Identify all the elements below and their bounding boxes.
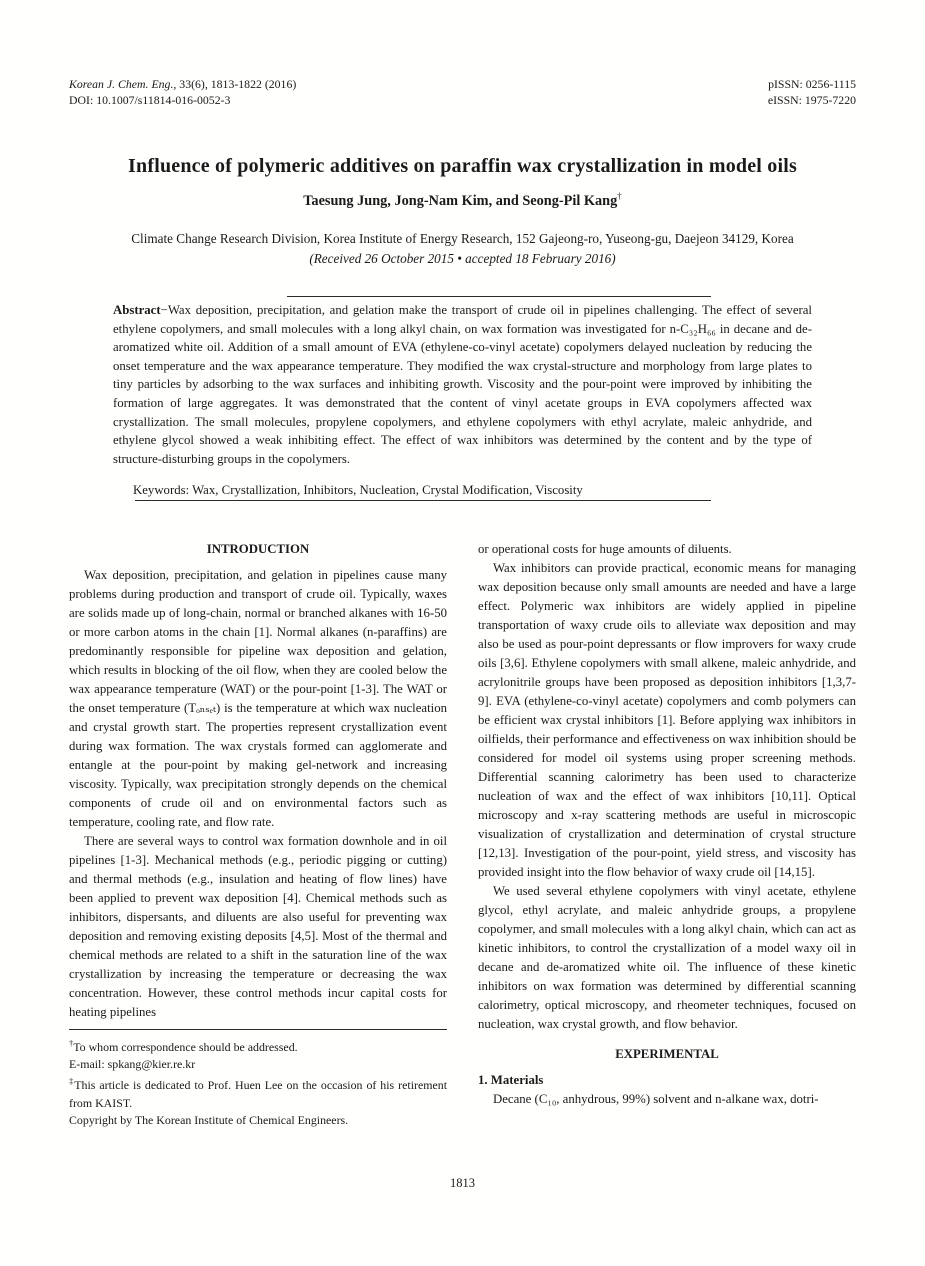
continuation-paragraph: or operational costs for huge amounts of diluents. [478,542,732,556]
abstract-bottom-rule [135,500,711,501]
left-column [69,540,447,1129]
affiliation-line: Climate Change Research Division, Korea Institute of Energy Research, 152 Gajeong-ro, Yuseong-gu, Daejeon 34129, Korea [131,231,794,246]
footnote-dedication [69,1073,447,1111]
abstract-label: Abstract [113,303,161,317]
footnote-correspondence-text: To whom correspondence should be addressed. [73,1039,298,1054]
author-names: Taesung Jung, Jong-Nam Kim, and Seong-Pil Kang [303,192,618,209]
received-accepted-line: (Received 26 October 2015 • accepted 18 February 2016) [309,251,616,266]
section-heading-experimental: EXPERIMENTAL [615,1047,719,1061]
footnote-dedication-text: This article is dedicated to Prof. Huen Lee on the occasion of his retirement from KAIST. [69,1078,448,1110]
intro-paragraph-2: There are several ways to control wax formation downhole and in oil pipelines [1-3]. Mechanical methods (e.g., periodic pigging or cutting) and thermal methods (e.g., insulation and heating of flow lines) have been applied to prevent wax deposition [4]. Chemical methods such as inhibitors, dispersants, and diluents are also useful for preventing wax deposition and removing existing deposits [4,5]. Most of the thermal and chemical methods are related to a shift in the saturation line of the wax crystallization by increasing the temperature or decreasing the wax concentration. However, these control methods incur capital costs for heating pipelines [69,834,447,1019]
abstract-top-rule [287,296,711,297]
section-heading-introduction: INTRODUCTION [206,542,310,556]
eissn-line: eISSN: 1975-7220 [767,93,856,107]
masthead-right [768,76,856,108]
paper-title: Influence of polymeric additives on paraffin wax crystallization in model oils [128,155,797,178]
footnote-block [69,1029,447,1129]
main-columns [69,540,856,1129]
approach-paragraph: We used several ethylene copolymers with vinyl acetate, ethylene glycol, ethyl acrylate, and maleic anhydride groups, a propylene copolymer, and small molecules with a long alkyl chain, which can act as kinetic inhibitors, to control the crystallization of a model waxy oil in decane and de-aromatized white oil. The influence of these kinetic inhibitors on wax formation was determined by differential scanning calorimetry, optical microscopy, and rheometer techniques, focused on nucleation, wax crystal growth, and flow behavior. [478,884,856,1031]
pissn-line: pISSN: 0256-1115 [768,77,856,91]
masthead-left [69,76,296,108]
doi-line: DOI: 10.1007/s11814-016-0052-3 [69,93,231,107]
journal-citation [69,76,296,92]
masthead [69,76,856,108]
materials-paragraph: Decane (C₁₀, anhydrous, 99%) solvent and n-alkane wax, dotri- [493,1092,819,1106]
inhibitors-paragraph: Wax inhibitors can provide practical, economic means for managing wax deposition because only small amounts are needed and have a large effect. Polymeric wax inhibitors are widely applied in pipeline transportation of waxy crude oils to alleviate wax deposition and may also be used as pour-point depressants or flow improvers for waxy crude oils [3,6]. Ethylene copolymers with small alkene, maleic anhydride, and acrylonitrile groups have been proposed as deposition inhibitors [1,3,7-9]. EVA (ethylene-co-vinyl acetate) copolymers and comb polymers can be efficient wax crystal inhibitors [1]. Before applying wax inhibitors in oilfields, their performance and effectiveness on wax inhibition should be considered for model oil systems using proper screening methods. Differential scanning calorimetry has been used to characterize nucleation of wax and the effect of wax inhibitors [10,11]. Optical microscopy and x-ray scattering methods are useful in microscopic visualization of crystallization and determination of crystal structure [12,13]. Investigation of the pour-point, yield stress, and viscosity has provided insight into the flow behavior of waxy crude oil [14,15]. [478,561,856,879]
page-number: 1813 [450,1176,475,1190]
footnote-copyright-text: Copyright by The Korean Institute of Chemical Engineers. [69,1112,349,1127]
author-correspondence-marker: † [617,191,622,201]
abstract-section [113,301,812,468]
footnote-copyright [69,1112,447,1129]
footnote-email-text: E-mail: spkang@kier.re.kr [69,1057,196,1072]
footnote-correspondence [69,1035,447,1056]
journal-issue-info: 33(6), 1813-1822 (2016) [176,77,297,91]
keywords-line: Keywords: Wax, Crystallization, Inhibitors, Nucleation, Crystal Modification, Viscosity [133,483,583,497]
affiliation-block [0,229,925,269]
journal-name: Korean J. Chem. Eng., [69,77,177,91]
footnote-dagger-marker: † [69,1038,74,1048]
abstract-text: −Wax deposition, precipitation, and gelation make the transport of crude oil in pipelines challenging. The effect of several ethylene copolymers, and small molecules with a long alkyl chain, on wax formation was investigated for n-C₃₂H₆₆ in decane and de-aromatized white oil. Addition of a small amount of EVA (ethylene-co-vinyl acetate) copolymers delayed nucleation by reducing the onset temperature and the wax appearance temperature. They modified the wax crystal-structure and morphology from large plates to tiny particles by adsorbing to the wax surfaces and inhibiting growth. Viscosity and the pour-point were improved by inhibiting the formation of large aggregates. It was demonstrated that the content of vinyl acetate groups in EVA copolymers affected wax crystallization. The small molecules, propylene copolymers, and ethylene copolymers with ethyl acrylate, maleic anhydride, and ethylene glycol showed a weak inhibiting effect. The effect of wax inhibitors was determined by the content and by the type of structure-disturbing groups in the copolymers. [113,303,812,466]
intro-paragraph-1: Wax deposition, precipitation, and gelation in pipelines cause many problems during production and transport of crude oil. Typically, waxes are solids made up of long-chain, normal or branched alkanes with 16-50 or more carbon atoms in the chain [1]. Normal alkanes (n-paraffins) are predominantly responsible for pipeline wax deposition and gelation, which results in blocking of the oil flow, when they are cooled below the wax appearance temperature (WAT) or the pour-point [1-3]. The WAT or the onset temperature (Tₒₙₛₑₜ) is the temperature at which wax nucleation and crystal growth start. The properties represent crystallization event during wax formation. The wax crystals formed can agglomerate and entangle at the pour-point by making gel-network and increasing viscosity. Typically, wax precipitation strongly depends on the chemical components of crude oil and on environmental factors such as temperature, cooling rate, and flow rate. [69,568,447,829]
authors-line [0,191,925,210]
footnote-ddagger-marker: ‡ [69,1076,75,1087]
right-column [478,540,856,1129]
subsection-heading-materials: 1. Materials [478,1073,544,1087]
footnote-email [69,1056,447,1073]
